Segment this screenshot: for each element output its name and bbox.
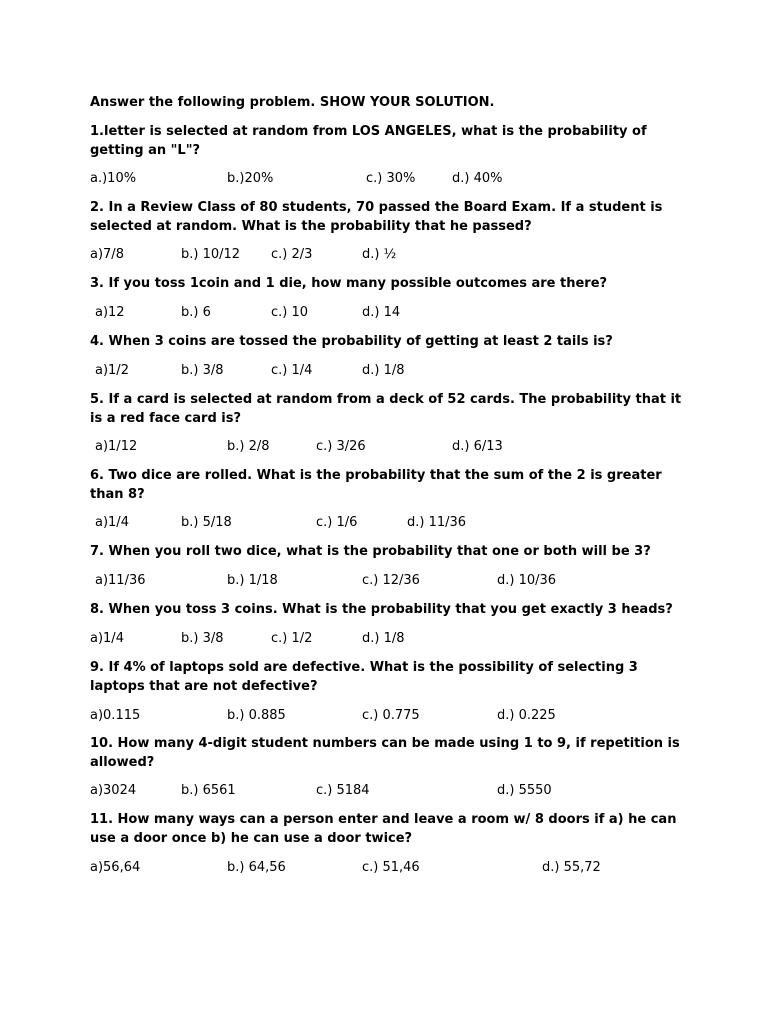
q11-choice-c: c.) 51,46 bbox=[362, 860, 420, 875]
q1-choice-d: d.) 40% bbox=[452, 171, 503, 186]
q7-choice-b: b.) 1/18 bbox=[227, 573, 278, 588]
q8-choice-c: c.) 1/2 bbox=[271, 631, 313, 646]
q5-choice-d: d.) 6/13 bbox=[452, 439, 503, 454]
q3-choice-a: a)12 bbox=[95, 305, 125, 320]
q1-choice-b: b.)20% bbox=[227, 171, 274, 186]
q10-choice-b: b.) 6561 bbox=[181, 783, 236, 798]
q7-choice-a: a)11/36 bbox=[95, 573, 146, 588]
instruction-text: Answer the following problem. SHOW YOUR SOLUTION. bbox=[90, 95, 495, 110]
question-9: 9. If 4% of laptops sold are defective. What is the possibility of selecting 3 laptops that are not defective? bbox=[90, 660, 638, 694]
q3-choice-c: c.) 10 bbox=[271, 305, 309, 320]
q2-choice-d: d.) ½ bbox=[362, 247, 397, 262]
q8-choice-a: a)1/4 bbox=[90, 631, 124, 646]
q5-choice-b: b.) 2/8 bbox=[227, 439, 270, 454]
q9-choice-d: d.) 0.225 bbox=[497, 708, 556, 723]
q1-choice-a: a.)10% bbox=[90, 171, 137, 186]
q5-choice-c: c.) 3/26 bbox=[316, 439, 366, 454]
question-7: 7. When you roll two dice, what is the probability that one or both will be 3? bbox=[90, 544, 651, 559]
q10-choice-c: c.) 5184 bbox=[316, 783, 370, 798]
q6-choice-c: c.) 1/6 bbox=[316, 515, 358, 530]
q11-choice-b: b.) 64,56 bbox=[227, 860, 286, 875]
question-10: 10. How many 4-digit student numbers can be made using 1 to 9, if repetition is allowed? bbox=[90, 736, 680, 770]
q2-choice-c: c.) 2/3 bbox=[271, 247, 313, 262]
q11-choice-a: a)56,64 bbox=[90, 860, 141, 875]
q6-choice-d: d.) 11/36 bbox=[407, 515, 467, 530]
q2-choice-a: a)7/8 bbox=[90, 247, 124, 262]
q4-choice-b: b.) 3/8 bbox=[181, 363, 224, 378]
question-6: 6. Two dice are rolled. What is the probability that the sum of the 2 is greater than 8? bbox=[90, 468, 662, 502]
q5-choice-a: a)1/12 bbox=[95, 439, 138, 454]
q9-choice-c: c.) 0.775 bbox=[362, 708, 420, 723]
q4-choice-a: a)1/2 bbox=[95, 363, 129, 378]
q7-choice-c: c.) 12/36 bbox=[362, 573, 420, 588]
question-5: 5. If a card is selected at random from a deck of 52 cards. The probability that it is a red face card is? bbox=[90, 392, 682, 426]
q8-choice-b: b.) 3/8 bbox=[181, 631, 224, 646]
q9-choice-b: b.) 0.885 bbox=[227, 708, 286, 723]
q10-choice-d: d.) 5550 bbox=[497, 783, 552, 798]
q1-choice-c: c.) 30% bbox=[366, 171, 416, 186]
q10-choice-a: a)3024 bbox=[90, 783, 137, 798]
question-11: 11. How many ways can a person enter and leave a room w/ 8 doors if a) he can use a door once b) he can use a door twice? bbox=[90, 812, 677, 846]
q6-choice-b: b.) 5/18 bbox=[181, 515, 232, 530]
question-4: 4. When 3 coins are tossed the probability of getting at least 2 tails is? bbox=[90, 334, 613, 349]
question-3: 3. If you toss 1coin and 1 die, how many possible outcomes are there? bbox=[90, 276, 608, 291]
question-1: 1.letter is selected at random from LOS ANGELES, what is the probability of getting an "L"? bbox=[90, 124, 647, 158]
q3-choice-d: d.) 14 bbox=[362, 305, 401, 320]
q7-choice-d: d.) 10/36 bbox=[497, 573, 557, 588]
q4-choice-d: d.) 1/8 bbox=[362, 363, 405, 378]
q4-choice-c: c.) 1/4 bbox=[271, 363, 313, 378]
question-8: 8. When you toss 3 coins. What is the probability that you get exactly 3 heads? bbox=[90, 602, 673, 617]
q11-choice-d: d.) 55,72 bbox=[542, 860, 601, 875]
q8-choice-d: d.) 1/8 bbox=[362, 631, 405, 646]
question-2: 2. In a Review Class of 80 students, 70 passed the Board Exam. If a student is selected at random. What is the probability that he passed? bbox=[90, 200, 663, 234]
q2-choice-b: b.) 10/12 bbox=[181, 247, 241, 262]
q6-choice-a: a)1/4 bbox=[95, 515, 129, 530]
q9-choice-a: a)0.115 bbox=[90, 708, 141, 723]
q3-choice-b: b.) 6 bbox=[181, 305, 211, 320]
